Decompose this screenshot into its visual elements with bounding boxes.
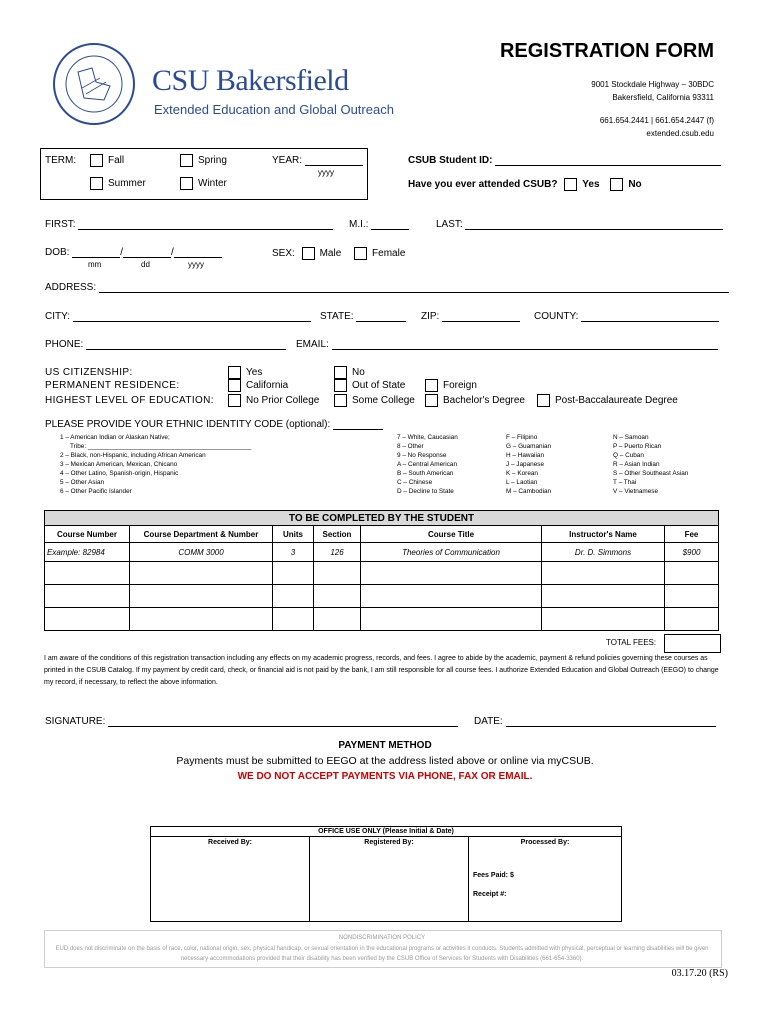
county-field[interactable]: COUNTY:: [534, 311, 719, 322]
contact-block: [591, 78, 714, 140]
term-spring[interactable]: Spring: [180, 154, 227, 167]
citizenship-yes-checkbox[interactable]: [228, 366, 241, 379]
residence-california[interactable]: California: [228, 379, 288, 392]
fall-checkbox[interactable]: [90, 154, 103, 167]
office-use-table: [150, 826, 622, 922]
receipt-number: Receipt #:: [473, 891, 507, 898]
fees-paid: Fees Paid: $: [473, 872, 514, 879]
out-of-state-checkbox[interactable]: [334, 379, 347, 392]
processed-block: [469, 837, 622, 922]
phone-line: 661.654.2441 | 661.654.2447 (f): [599, 116, 714, 125]
table-row[interactable]: [45, 562, 719, 585]
summer-checkbox[interactable]: [90, 177, 103, 190]
ethnic-code-field[interactable]: PLEASE PROVIDE YOUR ETHNIC IDENTITY CODE (optional):: [45, 419, 383, 430]
total-fees-box[interactable]: [664, 634, 721, 653]
some-college-checkbox[interactable]: [334, 394, 347, 407]
residence-out-of-state[interactable]: Out of State: [334, 379, 405, 392]
state-field[interactable]: STATE:: [320, 311, 406, 322]
education-post-bacc[interactable]: Post-Baccalaureate Degree: [537, 394, 678, 407]
signature-field[interactable]: SIGNATURE:: [45, 716, 458, 727]
male-checkbox[interactable]: [302, 247, 315, 260]
city-field[interactable]: CITY:: [45, 311, 311, 322]
university-seal: [52, 42, 136, 126]
col-instructor: Instructor's Name: [542, 526, 665, 543]
processed-by: Processed By:: [520, 839, 570, 846]
education-no-prior[interactable]: No Prior College: [228, 394, 319, 407]
payment-instructions: Payments must be submitted to EEGO at the address listed above or online via myCSUB.: [176, 755, 594, 767]
ethnic-codes-col3: F – Filipino G – Guamanian H – Hawaiian J – Japanese K – Korean L – Laotian M – Cambodian: [506, 434, 552, 495]
citizenship-no[interactable]: No: [334, 366, 365, 379]
ethnic-codes-col4: N – Samoan P – Puerto Rican Q – Cuban R – Asian Indian S – Other Southeast Asian T – Thai V – Vietnamese: [613, 434, 689, 495]
received-by: Received By:: [151, 837, 310, 922]
dob-yyyy-hint: yyyy: [188, 260, 204, 269]
col-section: Section: [314, 526, 361, 543]
col-course-dept: Course Department & Number: [130, 526, 273, 543]
col-course-number: Course Number: [45, 526, 130, 543]
female-checkbox[interactable]: [354, 247, 367, 260]
last-name-field[interactable]: LAST:: [436, 219, 723, 230]
education-bachelors[interactable]: Bachelor's Degree: [425, 394, 525, 407]
attended-no-checkbox[interactable]: [610, 178, 623, 191]
winter-checkbox[interactable]: [180, 177, 193, 190]
version-tag: 03.17.20 (RS): [671, 968, 728, 979]
course-table: [44, 510, 719, 631]
foreign-checkbox[interactable]: [425, 379, 438, 392]
org-name: CSU Bakersfield: [152, 64, 349, 97]
citizenship-yes[interactable]: Yes: [228, 366, 262, 379]
col-course-title: Course Title: [361, 526, 542, 543]
education-some-college[interactable]: Some College: [334, 394, 415, 407]
col-fee: Fee: [665, 526, 719, 543]
example-row: Example: 82984 COMM 3000 3 126 Theories of Communication Dr. D. Simmons $900: [45, 543, 719, 562]
policy-title: NONDISCRIMINATION POLICY: [338, 935, 426, 941]
agreement-text: I am aware of the conditions of this registration transaction including any effects on my academic progress, records, and fees. I agree to abide by the academic, payment & refund policies governing these courses as printed in the CSUB Catalog. If my payment by credit card, check, or financial aid is not paid by the bank, I am still responsible for all course fees. I authorize Extended Education and Global Outreach (EEGO) to change my record, if necessary, to reflect the above information.: [44, 655, 719, 686]
course-table-title: TO BE COMPLETED BY THE STUDENT: [45, 511, 719, 526]
citizenship-label: US CITIZENSHIP:: [45, 367, 133, 378]
office-title: OFFICE USE ONLY (Please Initial & Date): [151, 827, 622, 837]
dob-field[interactable]: DOB: / /: [45, 247, 222, 258]
policy-text: EUD does not discriminate on the basis of race, color, national origin, sex, physical handicap, or sexual orientation in the educational programs or activities it conducts. Students admitted with physical, perceptual or learning disabilities will be given necessary accommodations provided that their disability has been verified by the CSUB Office of Services for Students with Disabilities (661-654-3360).: [55, 946, 709, 962]
attended-yes-checkbox[interactable]: [564, 178, 577, 191]
website-line: extended.csub.edu: [646, 129, 714, 138]
phone-field[interactable]: PHONE:: [45, 339, 286, 350]
org-subtitle: Extended Education and Global Outreach: [154, 102, 394, 117]
term-fall[interactable]: Fall: [90, 154, 124, 167]
citizenship-no-checkbox[interactable]: [334, 366, 347, 379]
dob-dd-hint: dd: [141, 260, 150, 269]
address-line-2: Bakersfield, California 93311: [612, 93, 714, 102]
education-label: HIGHEST LEVEL OF EDUCATION:: [45, 395, 214, 406]
address-field[interactable]: ADDRESS:: [45, 282, 729, 293]
ethnic-codes-col1: 1 – American Indian or Alaskan Native; Tribe: ______________________________________________ 2 – Black, non-Hispanic, including African American 3 – Mexican American, Mexican, Chicano 4 – Other Latino, Spanish-origin, Hispanic 5 – Other Asian 6 – Other Pacific Islander: [60, 434, 252, 495]
residence-foreign[interactable]: Foreign: [425, 379, 477, 392]
col-units: Units: [273, 526, 314, 543]
term-summer[interactable]: Summer: [90, 177, 146, 190]
registered-by: Registered By:: [310, 837, 469, 922]
table-row[interactable]: [45, 585, 719, 608]
first-name-field[interactable]: FIRST:: [45, 219, 333, 230]
table-row[interactable]: [45, 608, 719, 631]
email-field[interactable]: EMAIL:: [296, 339, 718, 350]
residence-label: PERMANENT RESIDENCE:: [45, 380, 180, 391]
term-label: TERM:: [45, 155, 77, 166]
bachelors-checkbox[interactable]: [425, 394, 438, 407]
middle-initial-field[interactable]: M.I.:: [349, 219, 409, 230]
address-line-1: 9001 Stockdale Highway – 30BDC: [591, 80, 714, 89]
payment-title: PAYMENT METHOD: [338, 740, 432, 751]
term-winter[interactable]: Winter: [180, 177, 227, 190]
sex-field: SEX: Male Female: [272, 248, 406, 260]
total-fees-label: TOTAL FEES:: [606, 638, 657, 647]
date-field[interactable]: DATE:: [474, 716, 716, 727]
student-id-field[interactable]: CSUB Student ID:: [408, 155, 721, 166]
attended-question: Have you ever attended CSUB? Yes No: [408, 179, 642, 191]
ethnic-codes-col2: 7 – White, Caucasian 8 – Other 9 – No Response A – Central American B – South American C – Chinese D – Decline to State: [397, 434, 458, 495]
zip-field[interactable]: ZIP:: [421, 311, 520, 322]
year-hint: yyyy: [318, 168, 334, 177]
form-title: REGISTRATION FORM: [499, 40, 714, 62]
dob-mm-hint: mm: [88, 260, 102, 269]
spring-checkbox[interactable]: [180, 154, 193, 167]
california-checkbox[interactable]: [228, 379, 241, 392]
post-bacc-checkbox[interactable]: [537, 394, 550, 407]
payment-warning: WE DO NOT ACCEPT PAYMENTS VIA PHONE, FAX OR EMAIL.: [237, 771, 533, 782]
no-prior-college-checkbox[interactable]: [228, 394, 241, 407]
year-field[interactable]: YEAR:: [272, 155, 363, 166]
